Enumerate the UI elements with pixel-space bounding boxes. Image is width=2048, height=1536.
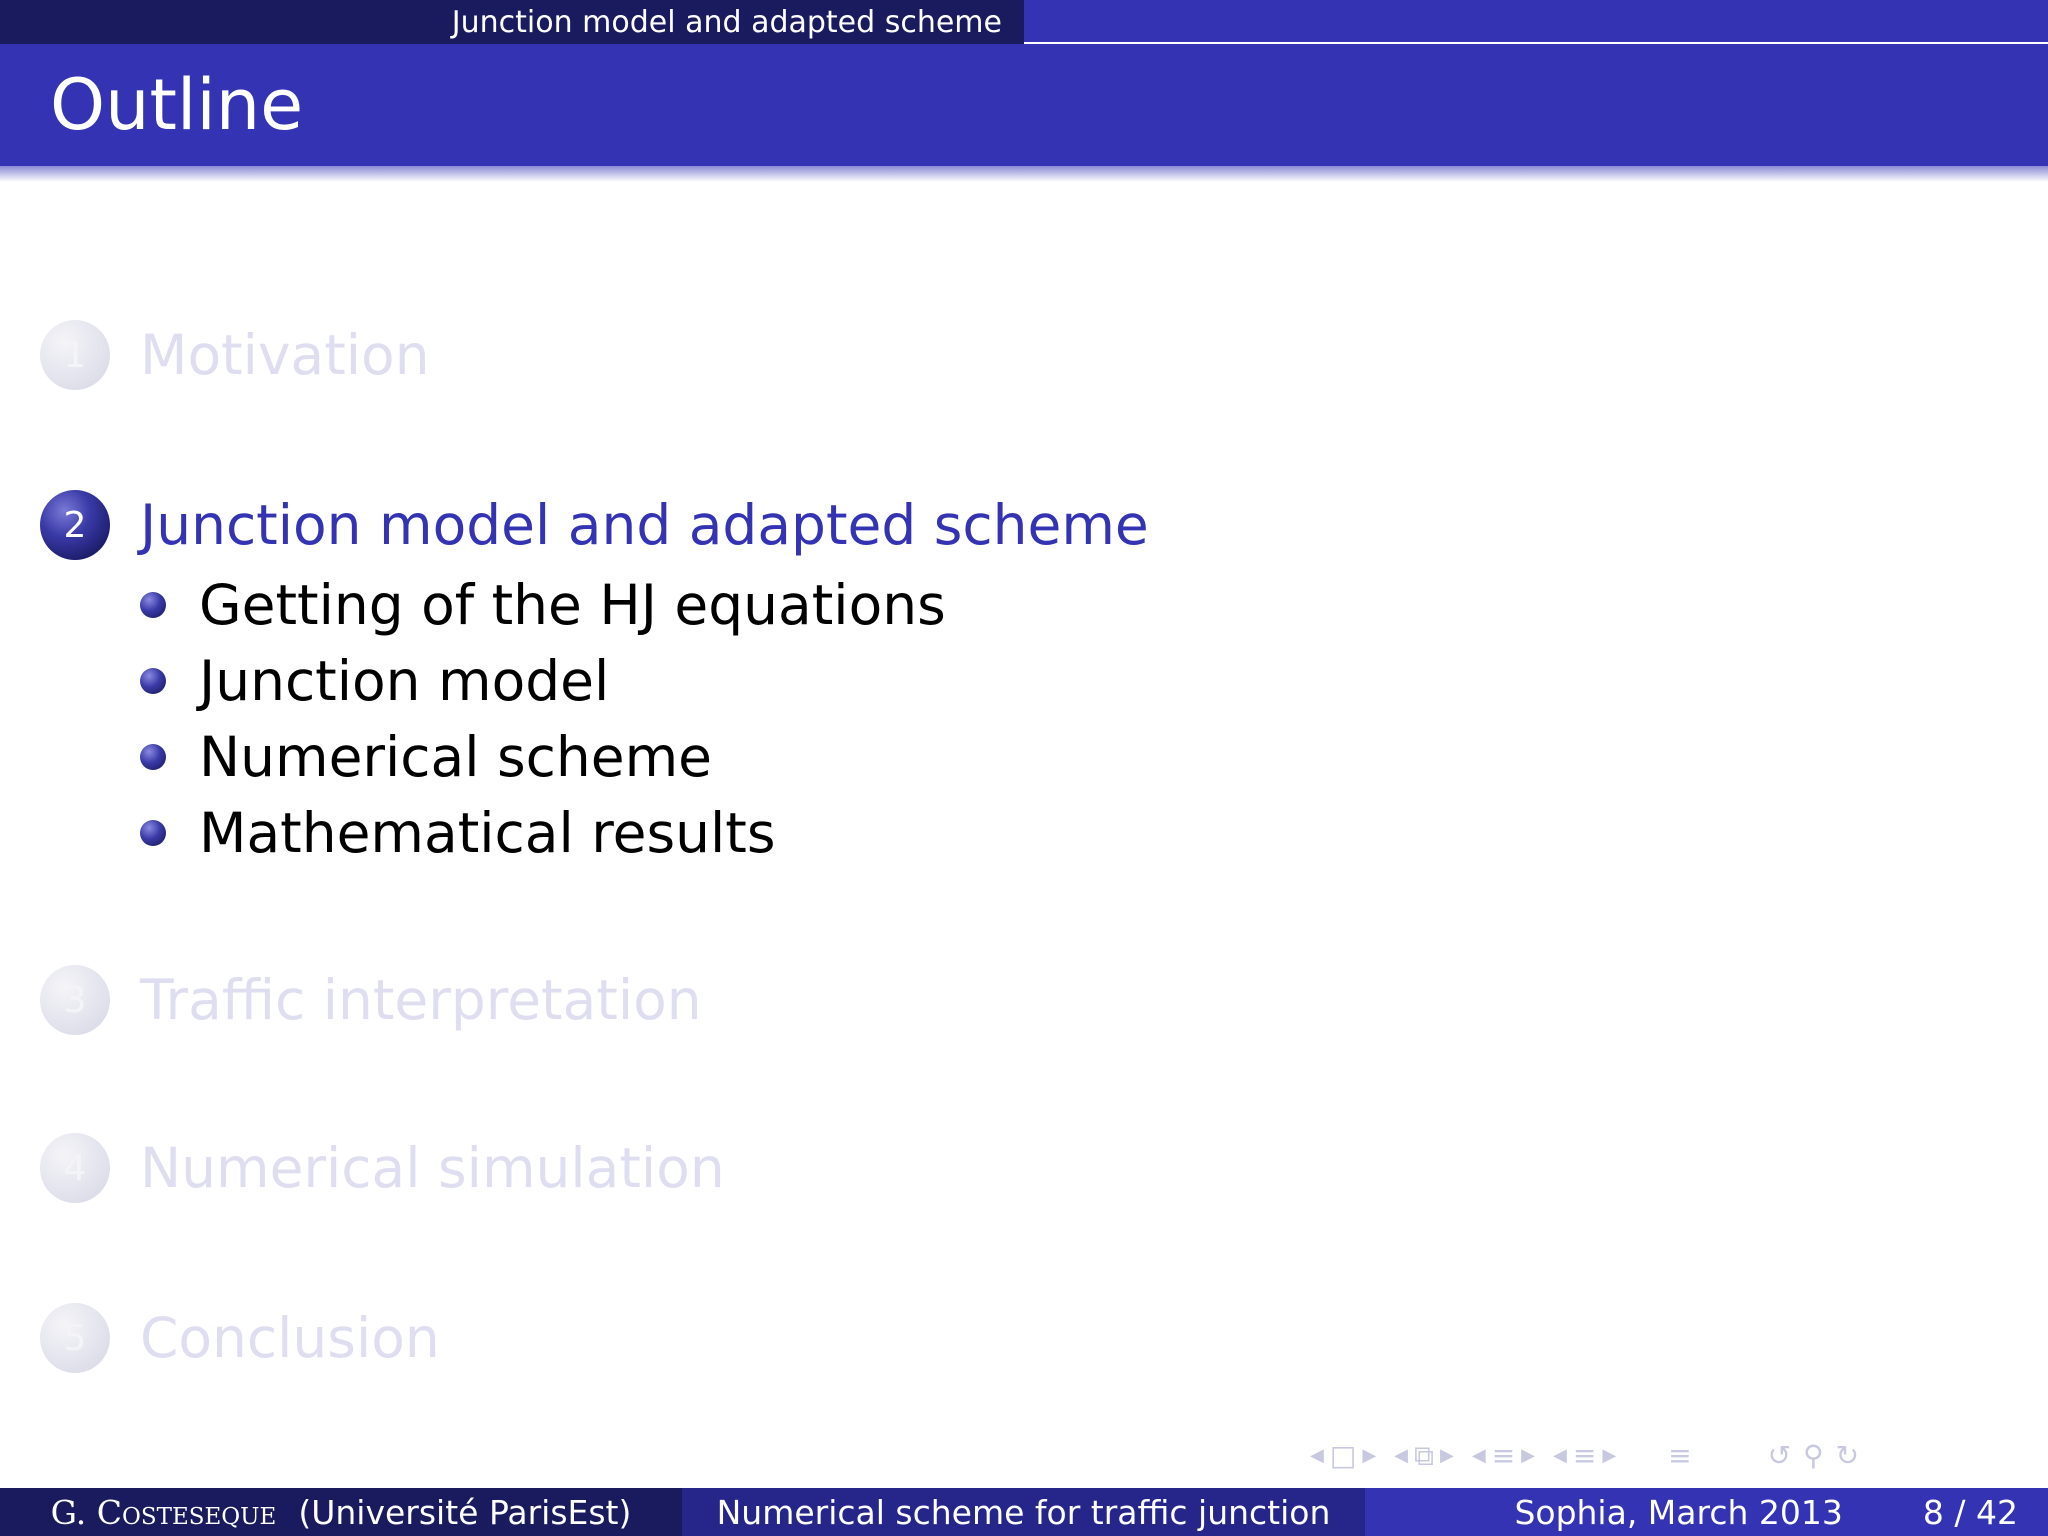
section-number: 5 <box>63 1317 87 1359</box>
section-label: Conclusion <box>140 1306 440 1370</box>
beamer-navigation-symbols <box>1310 1440 2038 1472</box>
search-nav-icon[interactable]: ⚲ <box>1803 1439 1824 1472</box>
toc-subsection-numerical-scheme[interactable] <box>140 719 946 795</box>
toc-section-motivation[interactable] <box>40 320 430 390</box>
author-name: G. Costeseque <box>50 1492 277 1532</box>
subsection-nav-icon[interactable]: ⧉ <box>1414 1439 1434 1472</box>
page-total: 42 <box>1976 1492 2018 1532</box>
section-label: Traffic interpretation <box>140 968 702 1032</box>
subsection-nav[interactable] <box>1394 1439 1454 1472</box>
page-current: 8 <box>1922 1492 1944 1532</box>
nav-left-arrow-icon[interactable]: ◀ <box>1553 1445 1567 1466</box>
subsection-label: Junction model <box>199 649 610 713</box>
page-counter <box>1923 1493 2018 1532</box>
section-number-ball <box>40 1133 110 1203</box>
part-nav-icon[interactable]: ≡ <box>1572 1439 1597 1472</box>
section-number-ball <box>40 320 110 390</box>
nav-left-arrow-icon[interactable]: ◀ <box>1310 1445 1324 1466</box>
bullet-ball-icon <box>140 744 166 770</box>
section-label: Junction model and adapted scheme <box>140 493 1149 557</box>
toc-subsection-junction-model[interactable] <box>140 643 946 719</box>
part-nav[interactable] <box>1553 1439 1617 1472</box>
section-label: Motivation <box>140 323 430 387</box>
nav-left-arrow-icon[interactable]: ◀ <box>1394 1445 1408 1466</box>
bullet-ball-icon <box>140 668 166 694</box>
footline <box>0 1488 2048 1536</box>
toc-subsection-mathematical-results[interactable] <box>140 795 946 871</box>
current-section-title[interactable]: Junction model and adapted scheme <box>451 4 1002 40</box>
toc-subsection-hj-equations[interactable] <box>140 567 946 643</box>
toc-section-junction-model[interactable] <box>40 490 1149 560</box>
venue-date: Sophia, March 2013 <box>1514 1492 1843 1532</box>
toc-section-conclusion[interactable] <box>40 1303 440 1373</box>
section-nav-icon[interactable]: ≡ <box>1491 1439 1516 1472</box>
subsection-label: Getting of the HJ equations <box>199 573 946 637</box>
bullet-ball-icon <box>140 592 166 618</box>
footer-talk-title <box>682 1488 1365 1536</box>
page-separator: / <box>1954 1492 1966 1532</box>
forward-icon[interactable]: ↻ <box>1835 1439 1860 1472</box>
section-number-ball <box>40 965 110 1035</box>
nav-left-arrow-icon[interactable]: ◀ <box>1471 1445 1486 1466</box>
footer-date-page <box>1365 1488 2048 1536</box>
nav-right-arrow-icon[interactable]: ▶ <box>1440 1445 1454 1466</box>
talk-title: Numerical scheme for traffic junction <box>716 1492 1331 1532</box>
section-label: Numerical simulation <box>140 1136 725 1200</box>
subsection-label: Mathematical results <box>199 801 776 865</box>
frame-title: Outline <box>50 64 304 146</box>
bullet-ball-icon <box>140 820 166 846</box>
toc-subsection-list <box>140 567 946 871</box>
toc-section-numerical-simulation[interactable] <box>40 1133 725 1203</box>
subsection-label: Numerical scheme <box>199 725 713 789</box>
document-nav[interactable] <box>1662 1439 1697 1472</box>
document-nav-icon[interactable]: ≡ <box>1668 1439 1692 1472</box>
footer-author <box>0 1488 682 1536</box>
back-icon[interactable]: ↺ <box>1767 1439 1792 1472</box>
section-number: 1 <box>63 334 87 376</box>
nav-right-arrow-icon[interactable]: ▶ <box>1362 1445 1377 1466</box>
nav-right-arrow-icon[interactable]: ▶ <box>1602 1445 1617 1466</box>
section-nav[interactable] <box>1471 1439 1535 1472</box>
nav-right-arrow-icon[interactable]: ▶ <box>1521 1445 1535 1466</box>
search-nav[interactable] <box>1762 1439 1865 1472</box>
section-number-ball <box>40 1303 110 1373</box>
section-number: 2 <box>63 504 87 546</box>
frame-nav-icon[interactable]: □ <box>1329 1439 1357 1472</box>
section-number-ball <box>40 490 110 560</box>
toc-section-traffic-interpretation[interactable] <box>40 965 702 1035</box>
section-number: 3 <box>63 979 87 1021</box>
section-number: 4 <box>63 1147 87 1189</box>
author-affiliation: (Université ParisEst) <box>298 1492 632 1532</box>
frame-nav[interactable] <box>1310 1439 1377 1472</box>
